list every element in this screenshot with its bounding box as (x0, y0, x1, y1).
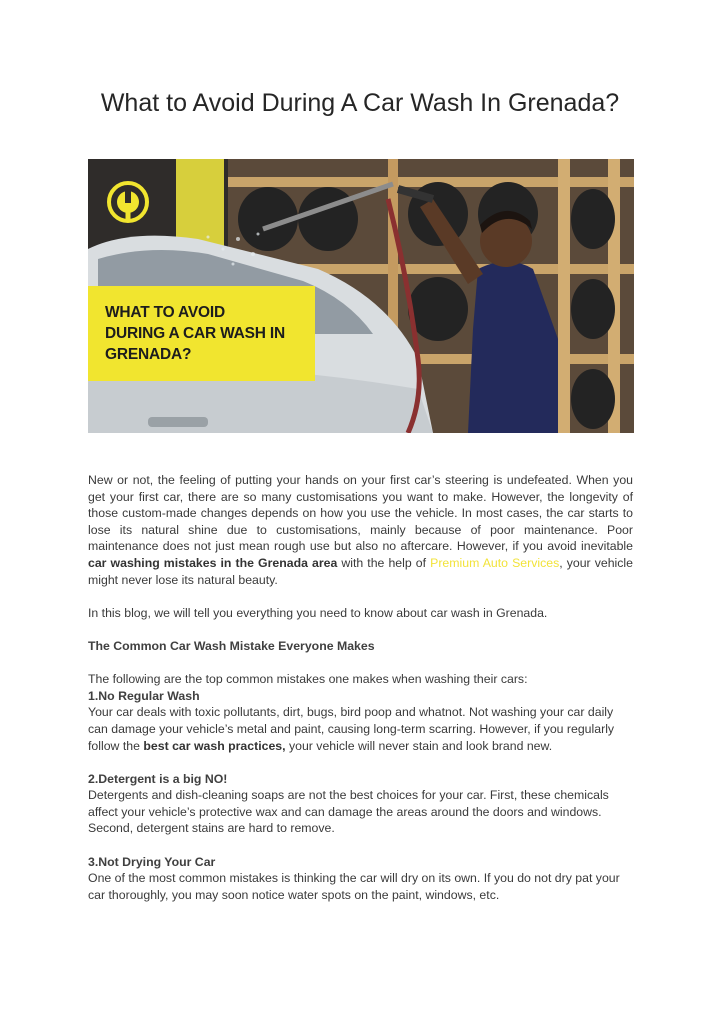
intro-text: New or not, the feeling of putting your hands on your first car’s steering is undefeated. When you get your first car, there are so many customisations you want to make. However, the longevity of those custom-made changes depends on how you use the vehicle. In most cases, the car starts to lose its natural shine due to customisations, mainly because of poor maintenance. Poor maintenance does not just mean rough use but also no aftercare. However, if you avoid inevitable (88, 473, 633, 554)
wrench-badge-icon (107, 181, 149, 223)
intro-bold-phrase: car washing mistakes in the Grenada area (88, 555, 338, 570)
intro-paragraph (88, 472, 633, 588)
mistake-1-text-a: Your car deals with toxic pollutants, dirt, bugs, bird poop and whatnot. Not washing your car daily can damage your vehicle’s metal and paint, causing long-term scarring. However, if you regularly follow the (88, 705, 615, 753)
page-title: What to Avoid During A Car Wash In Grenada? (100, 89, 620, 117)
mistake-2-text: Detergents and dish-cleaning soaps are not the best choices for your car. First, these chemicals affect your vehicle’s protective wax and can damage the areas around the doors and windows. Second, detergent stains are hard to remove. (88, 788, 609, 836)
mistake-1-bold: best car wash practices, (143, 738, 286, 753)
hero-banner (88, 286, 315, 381)
premium-auto-services-link[interactable]: Premium Auto Services (430, 555, 560, 570)
mistake-2-title: 2.Detergent is a big NO! (88, 771, 228, 786)
intro-text-2: with the help of (337, 555, 431, 570)
section-lead: The following are the top common mistakes one makes when washing their cars: (88, 672, 528, 687)
mistake-3-text: One of the most common mistakes is thinking the car will dry on its own. If you do not dry pat your car thoroughly, you may soon notice water spots on the paint, windows, etc. (88, 871, 620, 902)
mistake-1-text-b: your vehicle will never stain and look brand new. (285, 738, 553, 753)
mistake-3-title: 3.Not Drying Your Car (88, 854, 216, 869)
mistake-1-title: 1.No Regular Wash (88, 688, 200, 703)
banner-text: WHAT TO AVOID DURING A CAR WASH IN GRENADA? (105, 304, 285, 363)
intro-text-3: , your vehicle might never lose its natural beauty. (88, 555, 633, 587)
blog-intro-line: In this blog, we will tell you everything you need to know about car wash in Grenada. (88, 605, 548, 620)
section-heading: The Common Car Wash Mistake Everyone Makes (88, 638, 375, 653)
mistake-1-text (88, 704, 633, 754)
article-body (88, 472, 633, 903)
hero-image (88, 159, 634, 433)
